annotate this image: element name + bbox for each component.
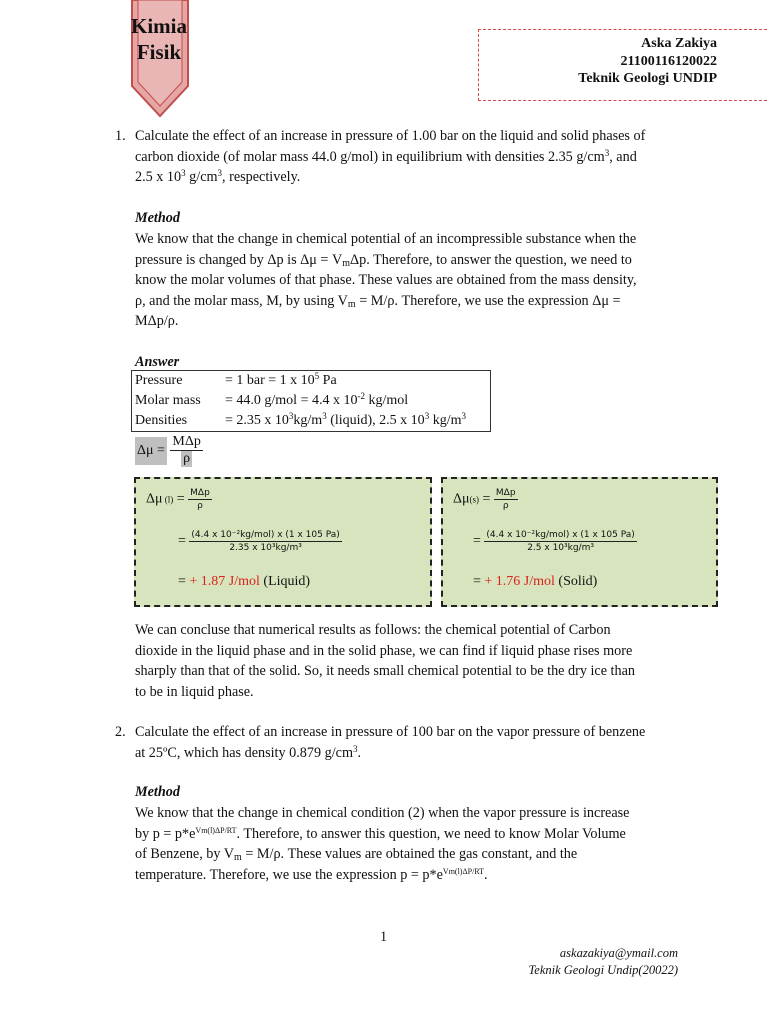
table-row: Densities = 2.35 x $10^3kg/m^3$ (liquid), 2.5 x $10^3$ $kg/m^3$	[135, 411, 466, 428]
q2-number: 2.	[115, 724, 126, 740]
q2-method-text: We know that the change in chemical condition (2) when the vapor pressure is increase by $p = p*e^{Vm(l)\Delta P/RT}$. Therefore, to answer this question, we need to know Molar Volume of Benzene, by $V_m = M/\rho$. These values are obtained the gas constant, and the temperature. Therefore, we use the expression $p = p*e^{Vm(l)\Delta P/RT}$.	[135, 805, 630, 883]
table-row: Molar mass = 44.0 g/mol = 4.4 x $10^{-2}$ kg/mol	[135, 391, 409, 408]
author-box	[478, 29, 767, 101]
table-row: Pressure = 1 bar = 1 x $10^5$ Pa	[135, 371, 337, 388]
q1-answer-heading: Answer	[135, 354, 180, 370]
q2-text: Calculate the effect of an increase in pressure of 100 bar on the vapor pressure of benzene at 25ºC, which has density 0.879 $g/cm^3$.	[135, 724, 646, 761]
author-name: Aska Zakiya	[641, 36, 717, 51]
main-formula: Δμ = $\frac{\text{MΔp}}{\rho}$	[137, 434, 201, 466]
footer-org: Teknik Geologi Undip(20022)	[528, 962, 678, 977]
author-id: 21100116120022	[620, 53, 717, 69]
q2-method-heading: Method	[135, 784, 180, 800]
q1-conclusion: We can conclu​se that numerical results as follows: the chemical potential of Carbon dioxide in the liquid phase and in the solid phase, we can find if liquid phase rises more sharply than that of the solid. So, it needs small chemical potential to be the dry ice than to be in liquid phase.	[135, 622, 635, 700]
page-number: 1	[380, 929, 388, 945]
q1-method-text: We know that the change in chemical potential of an incompressible substance when the pressure is changed by Δp is $\Delta\mu = V_m\Delta p$. Therefore, to answer the question, we need to know the molar volumes of that phase. These values are obtained from the mass density, ρ, and the molar mass, M, by using $V_m = M/\rho$. Therefore, we use the expression Δμ = MΔp/ρ.	[135, 231, 637, 330]
given-values-table	[131, 370, 491, 432]
q1-method-heading: Method	[135, 210, 180, 226]
q1-text: Calculate the effect of an increase in pressure of 1.00 bar on the liquid and solid phases of carbon dioxide (of molar mass 44.0 g/mol) in equilibrium with densities 2.35 $g/cm^3$, and 2.5 x $10^3$ $g/cm^3$, respectively.	[135, 128, 646, 186]
footer-email: askazakiya@ymail.com	[559, 946, 678, 960]
liquid-calculation-box: Δμ (l) = $\frac{\text{MΔp}}{\rho}$ = $\frac{\text{(4.4 x 10⁻²kg/mol) x (1 x 105 Pa)}}{\text{2.35 x 10³kg/m³}}$ = + 1.87 J/mol (Liquid)	[134, 477, 432, 607]
solid-calculation-box: Δμ(s) = $\frac{\text{MΔp}}{\rho}$ = $\frac{\text{(4.4 x 10⁻²kg/mol) x (1 x 105 Pa)}}{\text{2.5 x 10³kg/m³}}$ = + 1.76 J/mol (Solid)	[441, 477, 718, 607]
footer-block	[460, 945, 678, 978]
q1-number: 1.	[115, 128, 126, 144]
ribbon-title: Kimia Fisik	[131, 14, 187, 64]
author-dept: Teknik Geologi UNDIP	[578, 71, 717, 86]
